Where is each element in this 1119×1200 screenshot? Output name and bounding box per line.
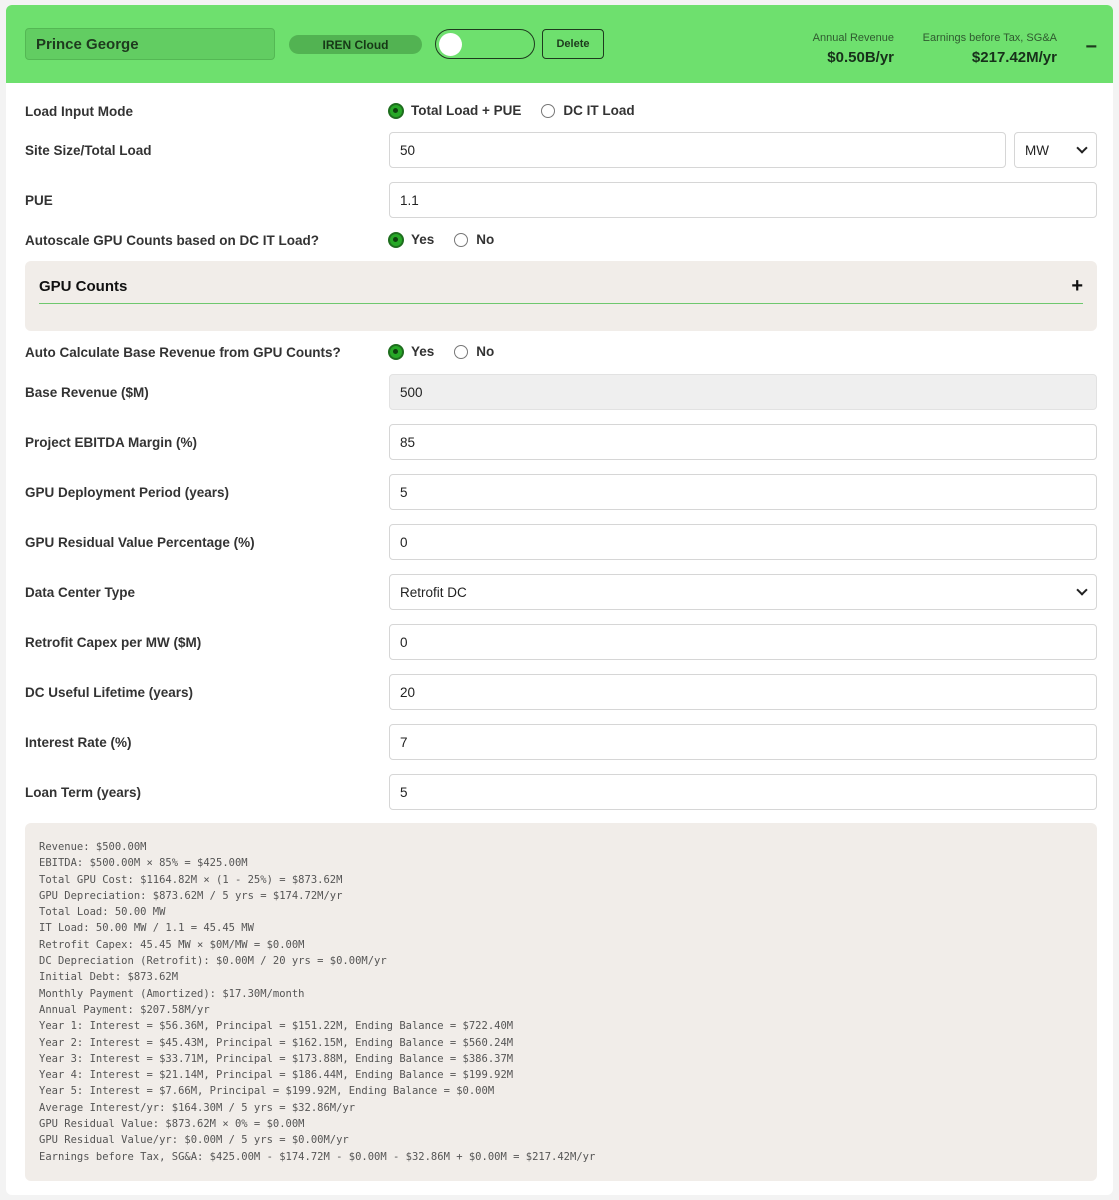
calculation-breakdown (25, 823, 1097, 1181)
ebitda-margin-label: Project EBITDA Margin (%) (25, 435, 198, 450)
load-input-mode-label: Load Input Mode (25, 104, 133, 119)
retrofit-capex-input[interactable]: 0 (389, 624, 1097, 660)
delete-button[interactable]: Delete (542, 29, 604, 59)
section-divider (39, 303, 1083, 304)
site-size-input[interactable]: 50 (389, 132, 1006, 168)
unit-value: MW (1025, 142, 1049, 158)
radio-dot-selected (389, 104, 403, 118)
site-size-label: Site Size/Total Load (25, 143, 152, 158)
dc-lifetime-input[interactable]: 20 (389, 674, 1097, 710)
calculation-line: Retrofit Capex: 45.45 MW × $0M/MW = $0.00M (39, 938, 305, 951)
chevron-down-icon (1076, 584, 1087, 595)
gpu-deploy-label: GPU Deployment Period (years) (25, 485, 230, 500)
calculation-line: Revenue: $500.00M (39, 841, 147, 853)
dc-type-value: Retrofit DC (400, 584, 467, 600)
radio-auto-calc-no[interactable] (454, 344, 494, 359)
gpu-counts-title[interactable]: GPU Counts (39, 278, 128, 295)
ebitda-margin-input[interactable]: 85 (389, 424, 1097, 460)
radio-dot (454, 233, 468, 247)
radio-label: Yes (411, 232, 435, 247)
radio-dot (541, 104, 555, 118)
site-card (6, 5, 1113, 1195)
chevron-down-icon (1076, 142, 1087, 153)
gpu-residual-input[interactable]: 0 (389, 524, 1097, 560)
pue-input[interactable]: 1.1 (389, 182, 1097, 218)
calculation-line: Initial Debt: $873.62M (39, 971, 179, 984)
calculation-line: Average Interest/yr: $164.30M / 5 yrs = $32.86M/yr (39, 1101, 356, 1114)
interest-rate-input[interactable]: 7 (389, 724, 1097, 760)
loan-term-input[interactable]: 5 (389, 774, 1097, 810)
radio-autoscale-no[interactable] (454, 232, 494, 247)
calculation-line: GPU Residual Value: $873.62M × 0% = $0.00M (39, 1118, 305, 1131)
auto-calc-label: Auto Calculate Base Revenue from GPU Counts? (25, 345, 341, 360)
dc-type-select[interactable] (389, 574, 1097, 610)
calculation-line: IT Load: 50.00 MW / 1.1 = 45.45 MW (39, 922, 254, 935)
calculation-line: Year 5: Interest = $7.66M, Principal = $199.92M, Ending Balance = $0.00M (39, 1085, 495, 1098)
radio-label: No (476, 232, 495, 247)
calculation-line: Year 2: Interest = $45.43M, Principal = $162.15M, Ending Balance = $560.24M (39, 1036, 514, 1049)
radio-total-load-pue[interactable] (389, 103, 521, 118)
retrofit-capex-label: Retrofit Capex per MW ($M) (25, 635, 202, 650)
ebt-metric (923, 32, 1057, 66)
annual-revenue-label: Annual Revenue (812, 32, 894, 44)
collapse-button[interactable]: − (1085, 36, 1097, 58)
base-revenue-label: Base Revenue ($M) (25, 385, 149, 400)
site-size-unit-select[interactable] (1014, 132, 1097, 168)
annual-revenue-value: $0.50B/yr (827, 49, 894, 66)
radio-label: No (476, 344, 495, 359)
calculation-line: Annual Payment: $207.58M/yr (39, 1003, 210, 1016)
gpu-counts-section (25, 261, 1097, 331)
calculation-line: Total GPU Cost: $1164.82M × (1 - 25%) = $873.62M (39, 873, 343, 886)
radio-label: DC IT Load (563, 103, 635, 118)
pue-label: PUE (25, 193, 53, 208)
autoscale-label: Autoscale GPU Counts based on DC IT Load? (25, 233, 320, 248)
site-toggle[interactable] (435, 29, 535, 59)
toggle-knob (439, 33, 462, 56)
calculation-line: GPU Residual Value/yr: $0.00M / 5 yrs = $0.00M/yr (39, 1134, 349, 1147)
expand-icon[interactable]: + (1071, 275, 1083, 297)
calculation-line: GPU Depreciation: $873.62M / 5 yrs = $174.72M/yr (39, 889, 343, 902)
calculation-line: Earnings before Tax, SG&A: $425.00M - $174.72M - $0.00M - $32.86M + $0.00M = $217.42M/yr (39, 1150, 596, 1163)
radio-label: Total Load + PUE (411, 103, 522, 118)
radio-label: Yes (411, 344, 435, 359)
interest-rate-label: Interest Rate (%) (25, 735, 132, 750)
provider-tag: IREN Cloud (289, 35, 422, 54)
radio-auto-calc-yes[interactable] (389, 344, 434, 359)
calculation-line: Total Load: 50.00 MW (39, 906, 166, 919)
radio-dot-selected (389, 345, 403, 359)
radio-dot (454, 345, 468, 359)
load-input-mode-radios (389, 103, 655, 118)
radio-dc-it-load[interactable] (541, 103, 634, 118)
ebt-label: Earnings before Tax, SG&A (922, 32, 1057, 44)
calculation-line: Year 1: Interest = $56.36M, Principal = $151.22M, Ending Balance = $722.40M (39, 1020, 514, 1033)
gpu-residual-label: GPU Residual Value Percentage (%) (25, 535, 255, 550)
site-header (6, 5, 1113, 83)
radio-autoscale-yes[interactable] (389, 232, 434, 247)
calculation-line: DC Depreciation (Retrofit): $0.00M / 20 yrs = $0.00M/yr (39, 955, 387, 968)
calculation-line: Year 4: Interest = $21.14M, Principal = $186.44M, Ending Balance = $199.92M (39, 1069, 514, 1082)
calculation-line: EBITDA: $500.00M × 85% = $425.00M (39, 857, 248, 870)
calculation-line: Monthly Payment (Amortized): $17.30M/month (39, 987, 305, 1000)
calculation-line: Year 3: Interest = $33.71M, Principal = $173.88M, Ending Balance = $386.37M (39, 1052, 514, 1065)
dc-lifetime-label: DC Useful Lifetime (years) (25, 685, 194, 700)
radio-dot-selected (389, 233, 403, 247)
dc-type-label: Data Center Type (25, 585, 136, 600)
base-revenue-input: 500 (389, 374, 1097, 410)
auto-calc-radios (389, 344, 514, 359)
gpu-deploy-input[interactable]: 5 (389, 474, 1097, 510)
annual-revenue-metric (813, 32, 894, 66)
loan-term-label: Loan Term (years) (25, 785, 142, 800)
ebt-value: $217.42M/yr (971, 49, 1057, 66)
autoscale-radios (389, 232, 514, 247)
site-name-input[interactable]: Prince George (25, 28, 275, 60)
